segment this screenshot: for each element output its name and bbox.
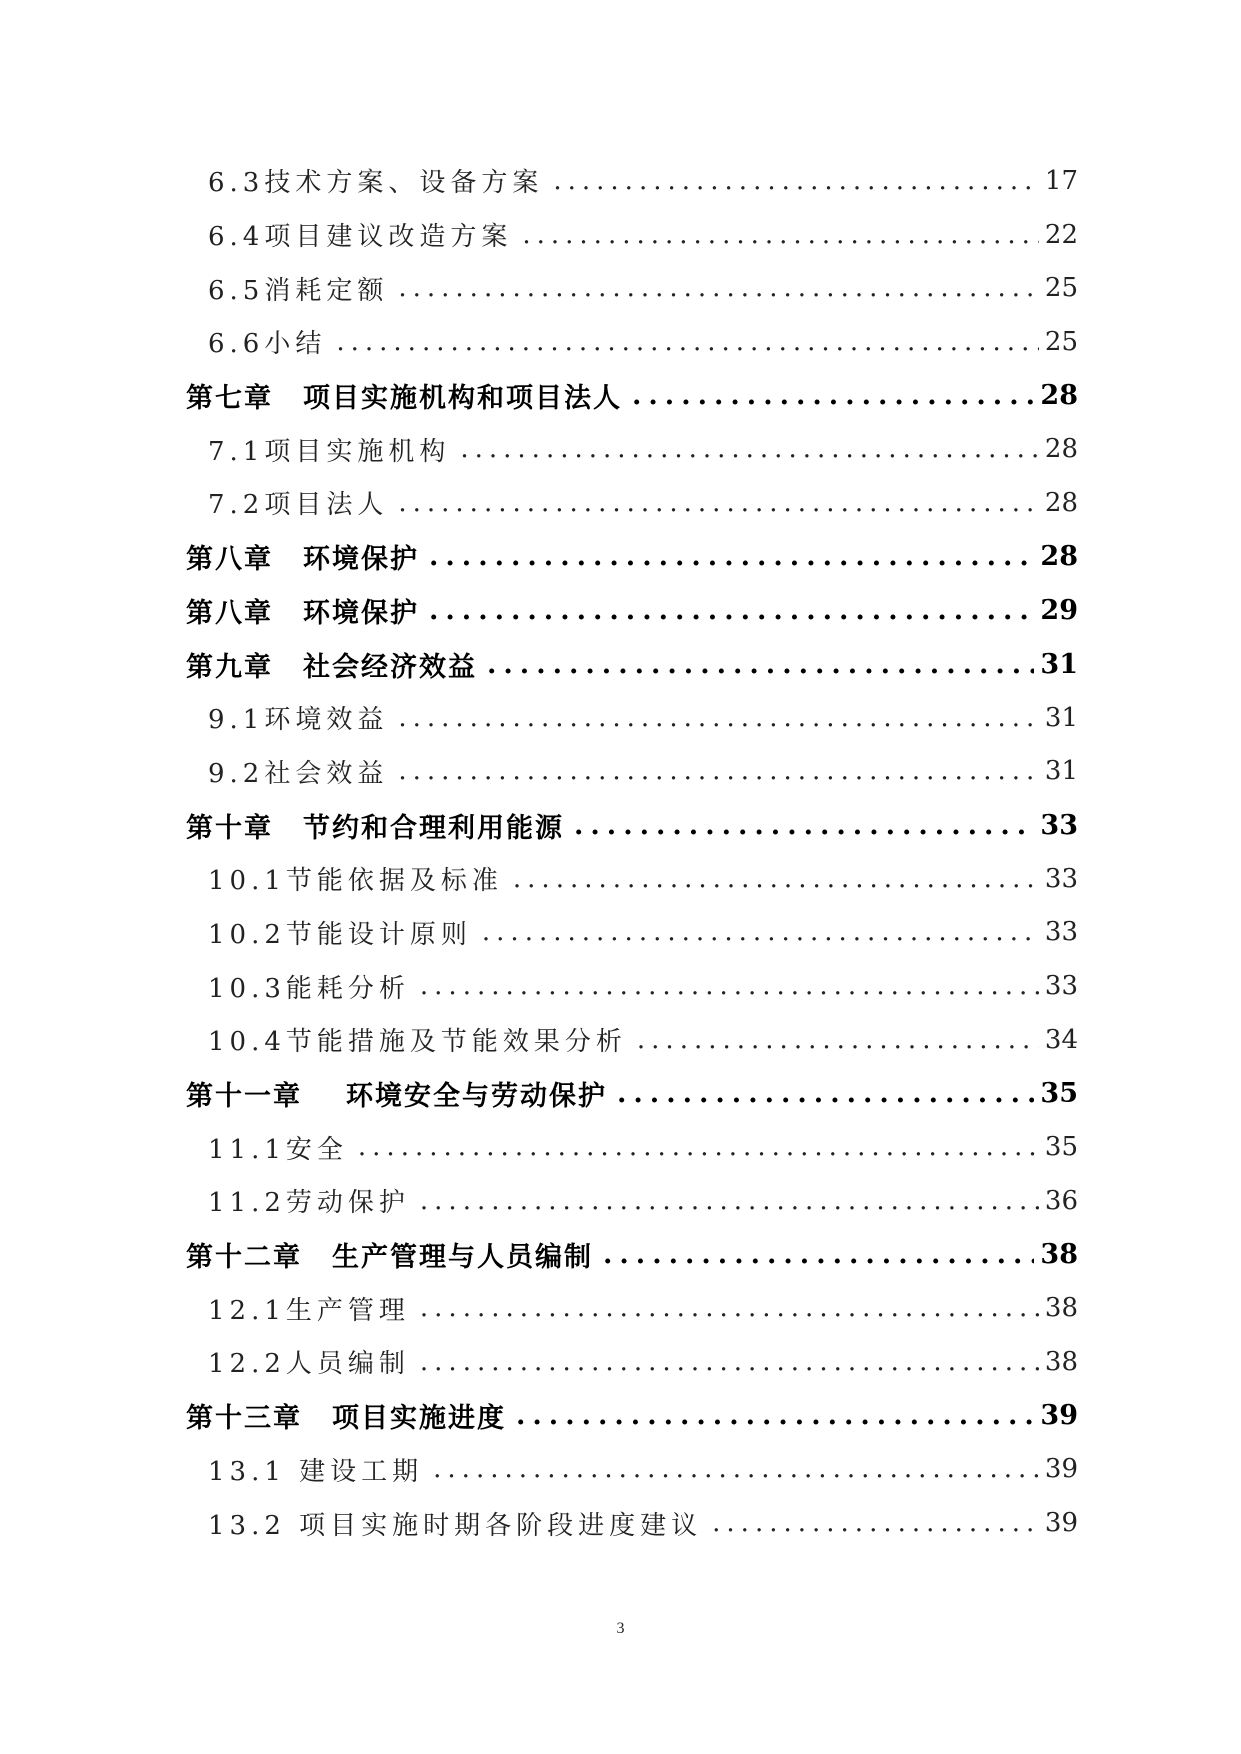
toc-entry-title: 9.1环境效益	[208, 705, 389, 736]
toc-page-number: 36	[1044, 1185, 1078, 1216]
toc-page-number: 31	[1044, 702, 1078, 733]
toc-dot-leader	[487, 649, 1034, 680]
toc-dot-leader	[712, 1508, 1039, 1538]
toc-dot-leader	[482, 917, 1039, 947]
toc-entry-title	[186, 645, 487, 684]
toc-dot-leader	[398, 703, 1039, 733]
toc-entry-title: 6.6小结	[208, 329, 327, 360]
toc-page-number: 25	[1044, 326, 1078, 357]
toc-dot-leader	[420, 971, 1039, 1001]
toc-section-entry[interactable]	[186, 315, 1078, 369]
toc-page-number: 39	[1044, 1454, 1078, 1485]
toc-section-entry[interactable]	[186, 691, 1078, 745]
toc-entry-title	[186, 591, 429, 630]
toc-entry-title	[186, 1235, 603, 1274]
toc-entry-title: 6.3技术方案、设备方案	[208, 168, 544, 199]
toc-dot-leader	[637, 1025, 1039, 1055]
toc-dot-leader	[420, 1293, 1039, 1323]
toc-entry-title	[186, 1074, 617, 1113]
toc-dot-leader	[516, 1400, 1034, 1431]
toc-dot-leader	[574, 810, 1034, 841]
toc-chapter-entry[interactable]	[186, 1228, 1078, 1282]
toc-chapter-number: 第七章	[186, 383, 273, 415]
toc-chapter-entry[interactable]	[186, 637, 1078, 691]
toc-chapter-entry[interactable]	[186, 1067, 1078, 1121]
toc-section-entry[interactable]	[186, 154, 1078, 208]
toc-chapter-number: 第九章	[186, 651, 273, 683]
toc-page-number: 33	[1044, 863, 1078, 894]
toc-section-entry[interactable]	[186, 1496, 1078, 1550]
toc-chapter-title: 环境保护	[303, 544, 419, 576]
toc-section-entry[interactable]	[186, 1013, 1078, 1067]
toc-entry-title: 10.3能耗分析	[208, 973, 410, 1004]
toc-entry-title: 9.2社会效益	[208, 758, 389, 789]
toc-dot-leader	[420, 1347, 1039, 1377]
page-number: 3	[616, 1620, 625, 1637]
toc-page-number: 38	[1044, 1346, 1078, 1377]
toc-section-entry[interactable]	[186, 422, 1078, 476]
toc-page-number: 33	[1044, 971, 1078, 1002]
toc-chapter-number: 第八章	[186, 597, 273, 629]
toc-page-number: 34	[1044, 1024, 1078, 1055]
toc-page-number: 31	[1040, 648, 1078, 680]
toc-chapter-entry[interactable]	[186, 1389, 1078, 1443]
toc-page-number: 35	[1040, 1078, 1078, 1110]
toc-dot-leader	[336, 327, 1039, 357]
toc-dot-leader	[420, 1186, 1039, 1216]
toc-dot-leader	[553, 166, 1039, 196]
toc-section-entry[interactable]	[186, 852, 1078, 906]
toc-section-entry[interactable]	[186, 476, 1078, 530]
toc-section-entry[interactable]	[186, 1443, 1078, 1497]
toc-entry-title: 12.1生产管理	[208, 1295, 410, 1326]
toc-chapter-number: 第十三章	[186, 1403, 302, 1435]
toc-page-number: 33	[1040, 809, 1078, 841]
toc-entry-title: 7.1项目实施机构	[208, 436, 451, 467]
toc-dot-leader	[398, 488, 1039, 518]
toc-chapter-title: 生产管理与人员编制	[332, 1242, 593, 1274]
toc-entry-title: 11.2劳动保护	[208, 1188, 410, 1219]
toc-page-number: 22	[1044, 219, 1078, 250]
toc-entry-title	[186, 376, 632, 415]
toc-dot-leader	[522, 220, 1039, 250]
toc-entry-title: 6.4项目建议改造方案	[208, 222, 513, 253]
toc-entry-title: 10.4节能措施及节能效果分析	[208, 1027, 627, 1058]
toc-dot-leader	[429, 541, 1034, 572]
toc-page-number: 38	[1040, 1239, 1078, 1271]
toc-chapter-number: 第十章	[186, 812, 273, 844]
toc-chapter-entry[interactable]	[186, 584, 1078, 638]
toc-section-entry[interactable]	[186, 1281, 1078, 1335]
toc-entry-title	[186, 537, 429, 576]
toc-chapter-title: 环境保护	[303, 597, 419, 629]
toc-page-number: 28	[1040, 380, 1078, 412]
toc-section-entry[interactable]	[186, 1120, 1078, 1174]
toc-page-number: 25	[1044, 273, 1078, 304]
toc-chapter-entry[interactable]	[186, 369, 1078, 423]
toc-page-number: 39	[1044, 1508, 1078, 1539]
toc-chapter-title: 环境安全与劳动保护	[346, 1081, 607, 1113]
toc-entry-title: 10.1节能依据及标准	[208, 866, 503, 897]
table-of-contents	[186, 154, 1078, 1550]
toc-page-number: 28	[1040, 541, 1078, 573]
toc-section-entry[interactable]	[186, 261, 1078, 315]
toc-page-number: 33	[1044, 917, 1078, 948]
toc-dot-leader	[358, 1132, 1039, 1162]
toc-entry-title: 13.2 项目实施时期各阶段进度建议	[208, 1510, 703, 1541]
toc-dot-leader	[632, 380, 1034, 411]
toc-chapter-number: 第十二章	[186, 1242, 302, 1274]
toc-chapter-number: 第十一章	[186, 1081, 302, 1113]
toc-chapter-title: 项目实施进度	[332, 1403, 506, 1435]
toc-chapter-title: 节约和合理利用能源	[303, 812, 564, 844]
toc-dot-leader	[398, 273, 1039, 303]
toc-dot-leader	[460, 434, 1039, 464]
toc-dot-leader	[617, 1078, 1034, 1109]
toc-chapter-entry[interactable]	[186, 530, 1078, 584]
toc-section-entry[interactable]	[186, 1335, 1078, 1389]
toc-entry-title: 7.2项目法人	[208, 490, 389, 521]
toc-entry-title: 12.2人员编制	[208, 1349, 410, 1380]
toc-page-number: 28	[1044, 434, 1078, 465]
toc-entry-title: 10.2节能设计原则	[208, 919, 472, 950]
toc-page-number: 29	[1040, 594, 1078, 626]
toc-dot-leader	[398, 756, 1039, 786]
toc-page-number: 35	[1044, 1132, 1078, 1163]
toc-page-number: 31	[1044, 756, 1078, 787]
toc-dot-leader	[603, 1239, 1034, 1270]
toc-section-entry[interactable]	[186, 1174, 1078, 1228]
toc-entry-title: 13.1 建设工期	[208, 1456, 424, 1487]
toc-entry-title	[186, 806, 574, 845]
toc-chapter-entry[interactable]	[186, 798, 1078, 852]
toc-section-entry[interactable]	[186, 745, 1078, 799]
toc-entry-title: 6.5消耗定额	[208, 275, 389, 306]
toc-page-number: 39	[1040, 1400, 1078, 1432]
toc-chapter-title: 项目实施机构和项目法人	[303, 383, 622, 415]
toc-section-entry[interactable]	[186, 208, 1078, 262]
toc-section-entry[interactable]	[186, 906, 1078, 960]
toc-page-number: 28	[1044, 487, 1078, 518]
toc-chapter-title: 社会经济效益	[303, 651, 477, 683]
toc-page-number: 17	[1044, 165, 1078, 196]
toc-entry-title: 11.1安全	[208, 1134, 348, 1165]
toc-page-number: 38	[1044, 1293, 1078, 1324]
toc-chapter-number: 第八章	[186, 544, 273, 576]
toc-dot-leader	[429, 595, 1034, 626]
toc-section-entry[interactable]	[186, 959, 1078, 1013]
toc-dot-leader	[513, 864, 1039, 894]
toc-dot-leader	[433, 1454, 1039, 1484]
toc-entry-title	[186, 1396, 516, 1435]
